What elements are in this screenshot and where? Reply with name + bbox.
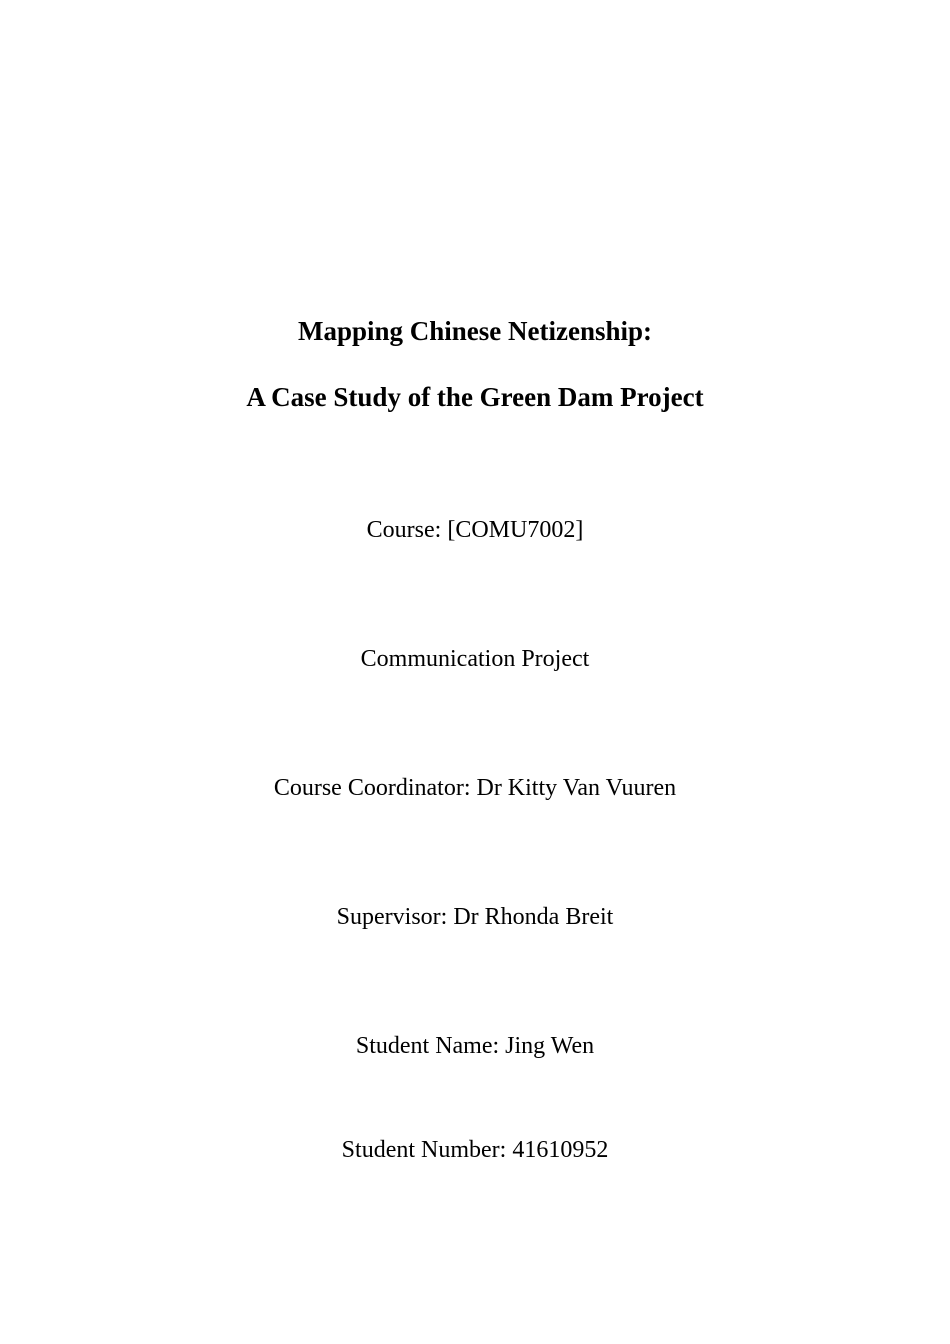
course-coordinator: Course Coordinator: Dr Kitty Van Vuuren [273,775,677,801]
supervisor: Supervisor: Dr Rhonda Breit [336,904,614,930]
student-number: Student Number: 41610952 [341,1137,609,1163]
project-type: Communication Project [360,646,590,672]
title-line-1: Mapping Chinese Netizenship: [297,316,653,346]
course-code: Course: [COMU7002] [366,517,584,543]
student-name: Student Name: Jing Wen [355,1033,595,1059]
title-line-2: A Case Study of the Green Dam Project [246,382,704,412]
